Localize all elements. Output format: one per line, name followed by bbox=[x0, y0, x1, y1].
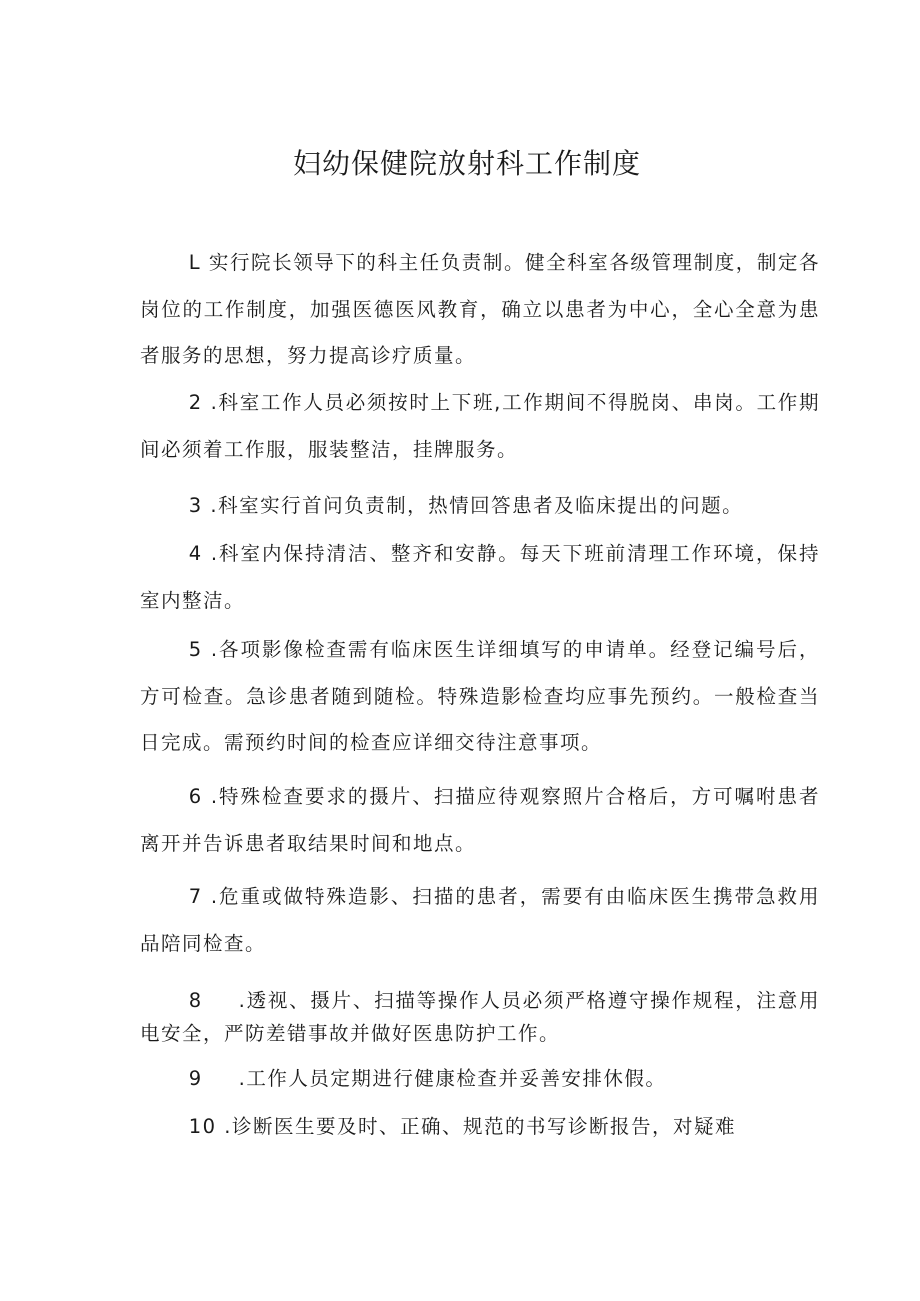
rule-text: .诊断医生要及时、正确、规范的书写诊断报告，对疑难 bbox=[224, 1115, 736, 1138]
rule-item-1 bbox=[140, 240, 820, 380]
rule-number: 2 bbox=[188, 391, 203, 414]
rule-item-6 bbox=[140, 774, 820, 867]
rule-number: 9 bbox=[188, 1067, 203, 1090]
rule-number: 8 bbox=[188, 989, 203, 1012]
rule-number: 6 bbox=[188, 785, 203, 808]
rule-number: 4 bbox=[188, 542, 203, 565]
rule-text: 实行院长领导下的科主任负责制。健全科室各级管理制度，制定各岗位的工作制度，加强医德医风教育，确立以患者为中心，全心全意为患者服务的思想，努力提高诊疗质量。 bbox=[140, 251, 820, 367]
rule-item-9 bbox=[140, 1056, 820, 1103]
rule-number: 3 bbox=[188, 494, 203, 517]
rule-number: L bbox=[188, 251, 202, 274]
rule-item-3 bbox=[140, 483, 820, 530]
rule-item-4 bbox=[140, 531, 820, 624]
rule-item-10 bbox=[140, 1104, 820, 1151]
document-title: 妇幼保健院放射科工作制度 bbox=[292, 147, 641, 180]
rule-text: .危重或做特殊造影、扫描的患者，需要有由临床医生携带急救用品陪同检查。 bbox=[140, 885, 821, 955]
rule-item-7 bbox=[140, 874, 820, 967]
rule-text: .科室实行首问负责制，热情回答患者及临床提出的问题。 bbox=[210, 494, 744, 517]
rule-text: .工作人员定期进行健康检查并妥善安排休假。 bbox=[238, 1067, 667, 1090]
rule-item-2 bbox=[140, 380, 820, 473]
rule-text: .透视、摄片、扫描等操作人员必须严格遵守操作规程，注意用电安全，严防差错事故并做好医患防护工作。 bbox=[140, 989, 820, 1045]
rule-item-8 bbox=[140, 984, 820, 1050]
rule-text: .特殊检查要求的摄片、扫描应待观察照片合格后，方可嘱咐患者离开并告诉患者取结果时间和地点。 bbox=[140, 785, 821, 855]
rule-number: 5 bbox=[188, 638, 203, 661]
rule-item-5 bbox=[140, 627, 820, 767]
rule-text: .科室内保持清洁、整齐和安静。每天下班前清理工作环境，保持室内整洁。 bbox=[140, 542, 821, 612]
rule-number: 10 bbox=[188, 1115, 217, 1138]
rule-text: .各项影像检查需有临床医生详细填写的申请单。经登记编号后，方可检查。急诊患者随到随检。特殊造影检查均应事先预约。一般检查当日完成。需预约时间的检查应详细交待注意事项。 bbox=[140, 638, 821, 754]
rule-text: .科室工作人员必须按时上下班,工作期间不得脱岗、串岗。工作期间必须着工作服，服装整洁，挂牌服务。 bbox=[140, 391, 820, 461]
rule-number: 7 bbox=[188, 885, 203, 908]
